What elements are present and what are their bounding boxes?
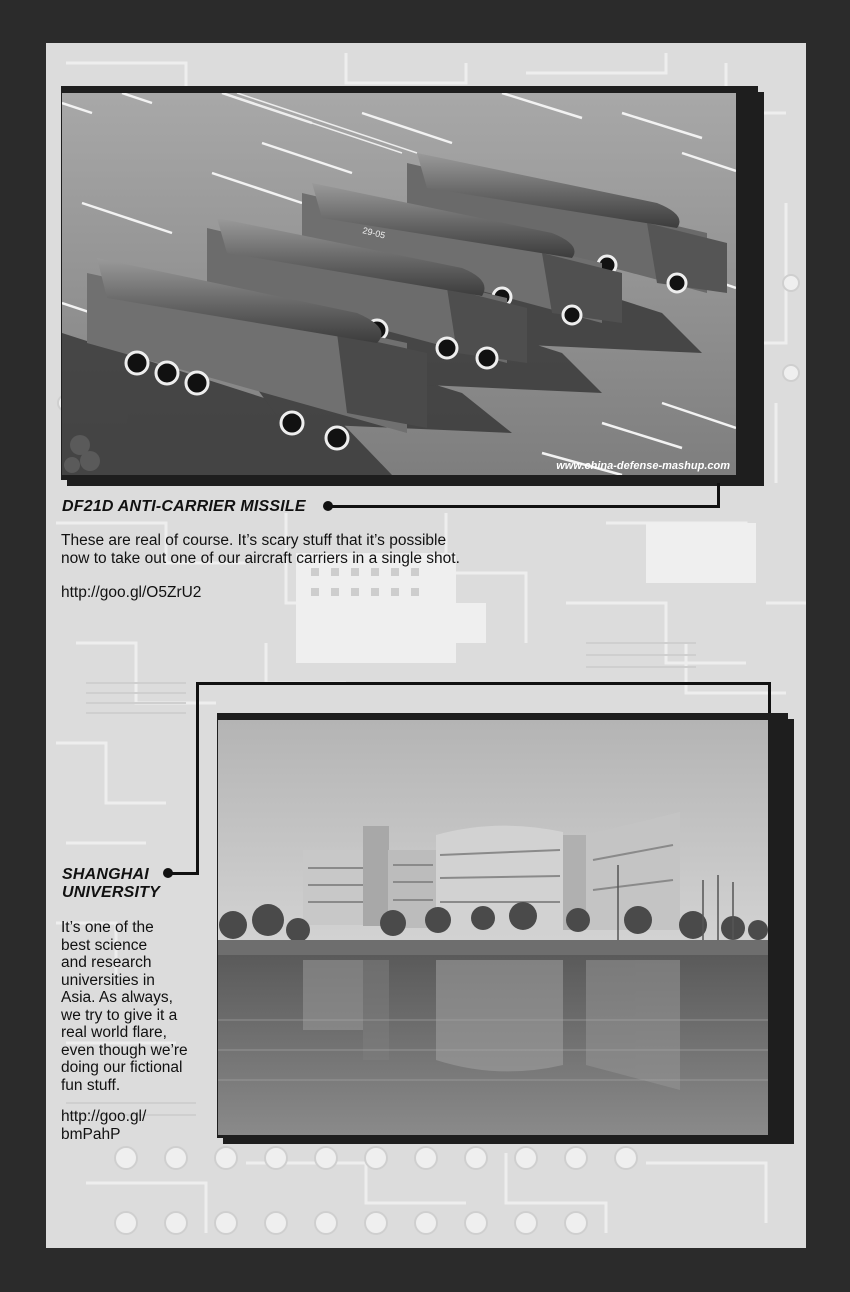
caption-connector-dot [323, 501, 333, 511]
body-line: These are real of course. It’s scary stuff that it’s possible [61, 532, 447, 549]
comic-page [46, 43, 806, 1248]
truck-number: 29-05 [361, 225, 387, 241]
university-connector-stub [170, 872, 199, 875]
photo-watermark: www.china-defense-mashup.com [556, 460, 730, 472]
body-line: fun stuff. [61, 1076, 121, 1094]
title-line: UNIVERSITY [62, 884, 161, 901]
link-line[interactable]: http://goo.gl/ [61, 1108, 147, 1125]
body-line: real world flare, [61, 1024, 167, 1041]
body-line: It’s one of the [61, 919, 154, 936]
missile-caption-body [61, 532, 531, 568]
body-line: doing our fictional [61, 1059, 183, 1076]
university-campus-photo [218, 720, 768, 1135]
body-line: best science [61, 936, 148, 954]
missile-launchers-photo [62, 93, 736, 475]
body-line: universities in [61, 971, 155, 989]
university-source-link[interactable] [61, 1108, 146, 1144]
link-line[interactable]: bmPahP [61, 1126, 121, 1143]
missile-source-link[interactable]: http://goo.gl/O5ZrU2 [61, 584, 202, 601]
caption-connector-horizontal [329, 505, 720, 508]
body-line: we try to give it a [61, 1006, 178, 1024]
university-caption-body [61, 919, 211, 1094]
body-line: and research [61, 954, 152, 971]
body-line: Asia. As always, [61, 989, 173, 1006]
university-caption-title [62, 866, 160, 902]
university-connector-top [196, 682, 771, 685]
missile-caption-title: DF21D ANTI-CARRIER MISSILE [62, 498, 306, 515]
body-line: even though we’re [61, 1041, 188, 1059]
university-connector-right [768, 682, 771, 714]
university-connector-left [196, 682, 199, 875]
body-line: now to take out one of our aircraft carriers in a single shot. [61, 550, 460, 567]
title-line: SHANGHAI [62, 866, 149, 883]
university-connector-dot [163, 868, 173, 878]
